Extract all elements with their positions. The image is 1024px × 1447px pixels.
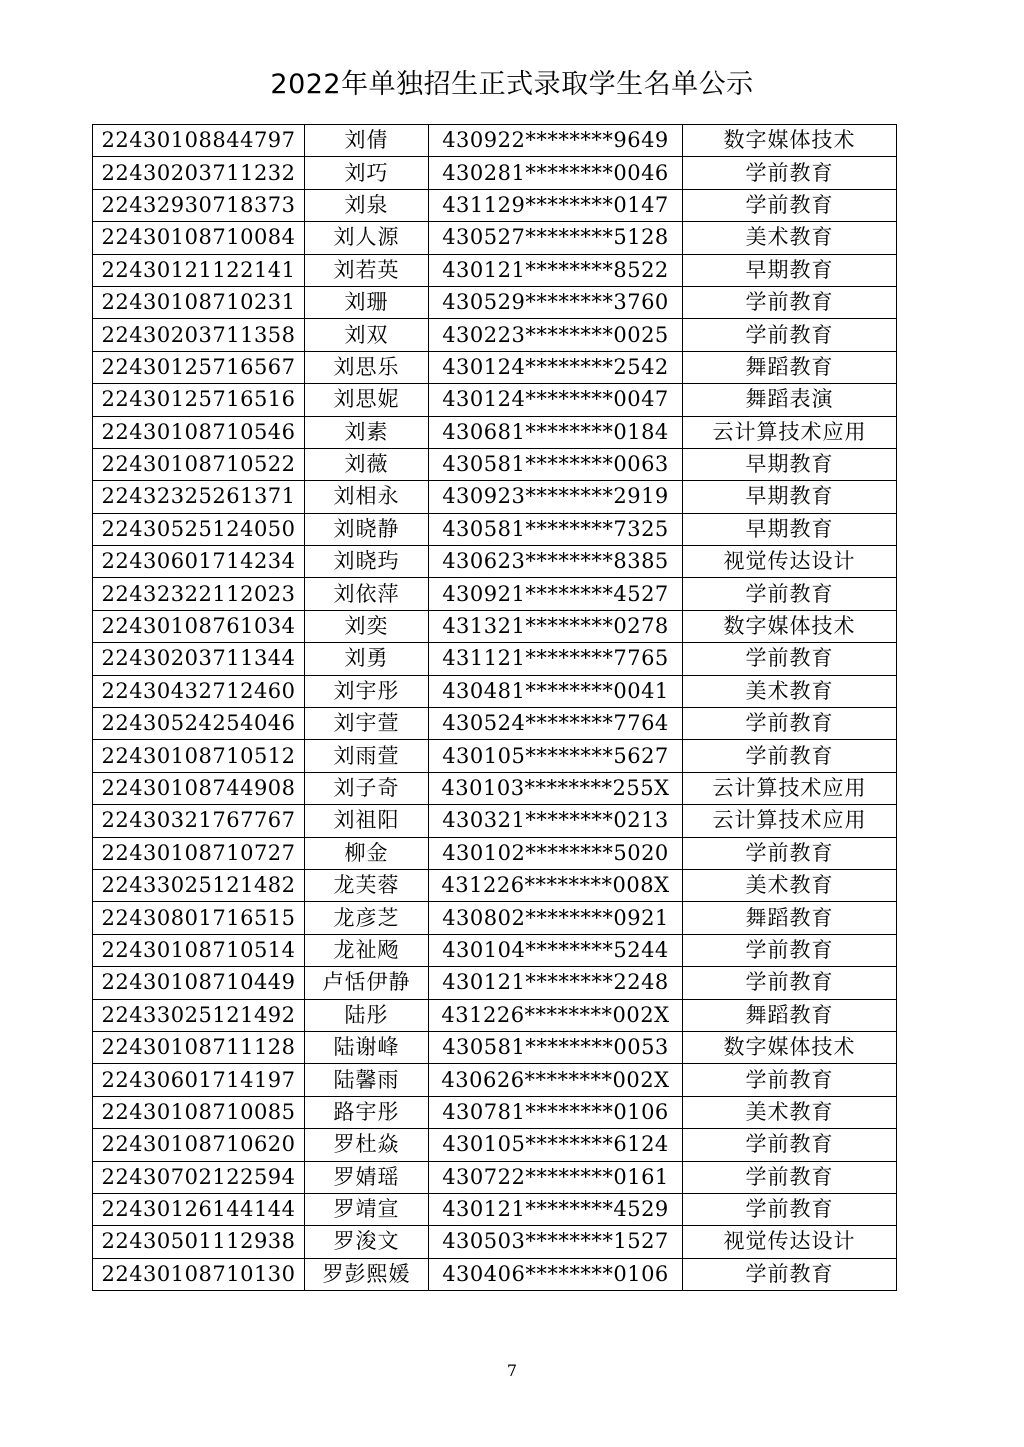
major-cell: 学前教育 bbox=[683, 740, 897, 772]
table-row bbox=[93, 1096, 897, 1128]
major-cell: 学前教育 bbox=[683, 934, 897, 966]
major-cell: 美术教育 bbox=[683, 222, 897, 254]
id-number-cell: 431226********008X bbox=[429, 869, 683, 901]
id-number-cell: 430321********0213 bbox=[429, 805, 683, 837]
id-number-cell: 430103********255X bbox=[429, 772, 683, 804]
student-name-cell: 龙彦芝 bbox=[305, 902, 429, 934]
exam-number-cell: 22430108844797 bbox=[93, 125, 305, 157]
student-name-cell: 罗彭熙媛 bbox=[305, 1258, 429, 1290]
exam-number-cell: 22430601714234 bbox=[93, 546, 305, 578]
student-name-cell: 罗浚文 bbox=[305, 1226, 429, 1258]
table-row bbox=[93, 546, 897, 578]
table-row bbox=[93, 125, 897, 157]
major-cell: 学前教育 bbox=[683, 837, 897, 869]
table-row bbox=[93, 513, 897, 545]
id-number-cell: 430626********002X bbox=[429, 1064, 683, 1096]
exam-number-cell: 22430501112938 bbox=[93, 1226, 305, 1258]
id-number-cell: 431121********7765 bbox=[429, 643, 683, 675]
table-row bbox=[93, 643, 897, 675]
student-name-cell: 刘若英 bbox=[305, 254, 429, 286]
table-row bbox=[93, 481, 897, 513]
major-cell: 视觉传达设计 bbox=[683, 1226, 897, 1258]
exam-number-cell: 22432325261371 bbox=[93, 481, 305, 513]
major-cell: 视觉传达设计 bbox=[683, 546, 897, 578]
student-name-cell: 刘泉 bbox=[305, 189, 429, 221]
major-cell: 数字媒体技术 bbox=[683, 125, 897, 157]
id-number-cell: 430581********0063 bbox=[429, 448, 683, 480]
exam-number-cell: 22432322112023 bbox=[93, 578, 305, 610]
table-row bbox=[93, 1226, 897, 1258]
student-name-cell: 刘宇萱 bbox=[305, 708, 429, 740]
student-name-cell: 龙芙蓉 bbox=[305, 869, 429, 901]
table-row bbox=[93, 384, 897, 416]
exam-number-cell: 22430702122594 bbox=[93, 1161, 305, 1193]
major-cell: 美术教育 bbox=[683, 869, 897, 901]
table-row bbox=[93, 448, 897, 480]
id-number-cell: 430503********1527 bbox=[429, 1226, 683, 1258]
table-row bbox=[93, 740, 897, 772]
student-name-cell: 刘思乐 bbox=[305, 351, 429, 383]
student-name-cell: 陆谢峰 bbox=[305, 1031, 429, 1063]
student-name-cell: 刘雨萱 bbox=[305, 740, 429, 772]
id-number-cell: 430121********8522 bbox=[429, 254, 683, 286]
id-number-cell: 430581********7325 bbox=[429, 513, 683, 545]
exam-number-cell: 22430108710727 bbox=[93, 837, 305, 869]
student-name-cell: 刘薇 bbox=[305, 448, 429, 480]
exam-number-cell: 22430108761034 bbox=[93, 610, 305, 642]
student-name-cell: 刘相永 bbox=[305, 481, 429, 513]
exam-number-cell: 22433025121492 bbox=[93, 999, 305, 1031]
exam-number-cell: 22430108710084 bbox=[93, 222, 305, 254]
table-row bbox=[93, 578, 897, 610]
exam-number-cell: 22430108710085 bbox=[93, 1096, 305, 1128]
id-number-cell: 431129********0147 bbox=[429, 189, 683, 221]
id-number-cell: 431321********0278 bbox=[429, 610, 683, 642]
id-number-cell: 430524********7764 bbox=[429, 708, 683, 740]
exam-number-cell: 22430203711344 bbox=[93, 643, 305, 675]
table-row bbox=[93, 254, 897, 286]
major-cell: 早期教育 bbox=[683, 448, 897, 480]
exam-number-cell: 22430203711358 bbox=[93, 319, 305, 351]
exam-number-cell: 22430126144144 bbox=[93, 1193, 305, 1225]
major-cell: 学前教育 bbox=[683, 189, 897, 221]
id-number-cell: 430281********0046 bbox=[429, 157, 683, 189]
id-number-cell: 430223********0025 bbox=[429, 319, 683, 351]
exam-number-cell: 22430601714197 bbox=[93, 1064, 305, 1096]
id-number-cell: 430922********9649 bbox=[429, 125, 683, 157]
id-number-cell: 430681********0184 bbox=[429, 416, 683, 448]
major-cell: 云计算技术应用 bbox=[683, 805, 897, 837]
major-cell: 学前教育 bbox=[683, 967, 897, 999]
id-number-cell: 430105********5627 bbox=[429, 740, 683, 772]
id-number-cell: 430802********0921 bbox=[429, 902, 683, 934]
major-cell: 学前教育 bbox=[683, 286, 897, 318]
major-cell: 学前教育 bbox=[683, 1258, 897, 1290]
id-number-cell: 430102********5020 bbox=[429, 837, 683, 869]
id-number-cell: 430722********0161 bbox=[429, 1161, 683, 1193]
major-cell: 早期教育 bbox=[683, 254, 897, 286]
major-cell: 美术教育 bbox=[683, 1096, 897, 1128]
table-row bbox=[93, 351, 897, 383]
admission-list-body bbox=[93, 125, 897, 1291]
student-name-cell: 罗杜焱 bbox=[305, 1129, 429, 1161]
student-name-cell: 路宇彤 bbox=[305, 1096, 429, 1128]
id-number-cell: 430921********4527 bbox=[429, 578, 683, 610]
exam-number-cell: 22432930718373 bbox=[93, 189, 305, 221]
table-row bbox=[93, 902, 897, 934]
major-cell: 学前教育 bbox=[683, 578, 897, 610]
student-name-cell: 刘宇彤 bbox=[305, 675, 429, 707]
exam-number-cell: 22433025121482 bbox=[93, 869, 305, 901]
table-row bbox=[93, 675, 897, 707]
major-cell: 数字媒体技术 bbox=[683, 1031, 897, 1063]
major-cell: 学前教育 bbox=[683, 1129, 897, 1161]
major-cell: 早期教育 bbox=[683, 513, 897, 545]
table-row bbox=[93, 1129, 897, 1161]
table-row bbox=[93, 286, 897, 318]
exam-number-cell: 22430108710522 bbox=[93, 448, 305, 480]
exam-number-cell: 22430108710546 bbox=[93, 416, 305, 448]
exam-number-cell: 22430203711232 bbox=[93, 157, 305, 189]
major-cell: 学前教育 bbox=[683, 708, 897, 740]
table-row bbox=[93, 967, 897, 999]
exam-number-cell: 22430108710620 bbox=[93, 1129, 305, 1161]
student-name-cell: 陆馨雨 bbox=[305, 1064, 429, 1096]
table-row bbox=[93, 999, 897, 1031]
major-cell: 学前教育 bbox=[683, 1193, 897, 1225]
table-row bbox=[93, 319, 897, 351]
exam-number-cell: 22430108710130 bbox=[93, 1258, 305, 1290]
table-row bbox=[93, 1161, 897, 1193]
exam-number-cell: 22430432712460 bbox=[93, 675, 305, 707]
table-row bbox=[93, 708, 897, 740]
id-number-cell: 430121********2248 bbox=[429, 967, 683, 999]
student-name-cell: 陆彤 bbox=[305, 999, 429, 1031]
major-cell: 学前教育 bbox=[683, 157, 897, 189]
major-cell: 云计算技术应用 bbox=[683, 416, 897, 448]
major-cell: 学前教育 bbox=[683, 1161, 897, 1193]
id-number-cell: 430124********0047 bbox=[429, 384, 683, 416]
student-name-cell: 刘双 bbox=[305, 319, 429, 351]
major-cell: 数字媒体技术 bbox=[683, 610, 897, 642]
id-number-cell: 430581********0053 bbox=[429, 1031, 683, 1063]
admission-list-table bbox=[92, 124, 897, 1291]
student-name-cell: 刘勇 bbox=[305, 643, 429, 675]
table-row bbox=[93, 1193, 897, 1225]
exam-number-cell: 22430125716516 bbox=[93, 384, 305, 416]
table-row bbox=[93, 189, 897, 221]
exam-number-cell: 22430321767767 bbox=[93, 805, 305, 837]
id-number-cell: 430623********8385 bbox=[429, 546, 683, 578]
table-row bbox=[93, 610, 897, 642]
id-number-cell: 430527********5128 bbox=[429, 222, 683, 254]
table-row bbox=[93, 837, 897, 869]
student-name-cell: 柳金 bbox=[305, 837, 429, 869]
student-name-cell: 罗婧瑶 bbox=[305, 1161, 429, 1193]
id-number-cell: 430406********0106 bbox=[429, 1258, 683, 1290]
student-name-cell: 刘子奇 bbox=[305, 772, 429, 804]
student-name-cell: 刘思妮 bbox=[305, 384, 429, 416]
table-row bbox=[93, 1064, 897, 1096]
id-number-cell: 430781********0106 bbox=[429, 1096, 683, 1128]
major-cell: 舞蹈教育 bbox=[683, 999, 897, 1031]
document-title: 2022年单独招生正式录取学生名单公示 bbox=[270, 69, 754, 100]
table-row bbox=[93, 157, 897, 189]
student-name-cell: 刘珊 bbox=[305, 286, 429, 318]
table-row bbox=[93, 772, 897, 804]
id-number-cell: 430105********6124 bbox=[429, 1129, 683, 1161]
major-cell: 云计算技术应用 bbox=[683, 772, 897, 804]
exam-number-cell: 22430125716567 bbox=[93, 351, 305, 383]
student-name-cell: 刘晓玙 bbox=[305, 546, 429, 578]
id-number-cell: 430529********3760 bbox=[429, 286, 683, 318]
exam-number-cell: 22430108710512 bbox=[93, 740, 305, 772]
id-number-cell: 430121********4529 bbox=[429, 1193, 683, 1225]
exam-number-cell: 22430525124050 bbox=[93, 513, 305, 545]
student-name-cell: 刘倩 bbox=[305, 125, 429, 157]
exam-number-cell: 22430108744908 bbox=[93, 772, 305, 804]
student-name-cell: 刘人源 bbox=[305, 222, 429, 254]
major-cell: 学前教育 bbox=[683, 643, 897, 675]
table-row bbox=[93, 869, 897, 901]
major-cell: 早期教育 bbox=[683, 481, 897, 513]
student-name-cell: 刘依萍 bbox=[305, 578, 429, 610]
student-name-cell: 刘晓静 bbox=[305, 513, 429, 545]
exam-number-cell: 22430108711128 bbox=[93, 1031, 305, 1063]
exam-number-cell: 22430121122141 bbox=[93, 254, 305, 286]
table-row bbox=[93, 805, 897, 837]
major-cell: 舞蹈教育 bbox=[683, 902, 897, 934]
id-number-cell: 430481********0041 bbox=[429, 675, 683, 707]
student-name-cell: 卢恬伊静 bbox=[305, 967, 429, 999]
major-cell: 舞蹈表演 bbox=[683, 384, 897, 416]
student-name-cell: 刘素 bbox=[305, 416, 429, 448]
major-cell: 学前教育 bbox=[683, 319, 897, 351]
exam-number-cell: 22430801716515 bbox=[93, 902, 305, 934]
major-cell: 学前教育 bbox=[683, 1064, 897, 1096]
table-row bbox=[93, 416, 897, 448]
table-row bbox=[93, 934, 897, 966]
id-number-cell: 430104********5244 bbox=[429, 934, 683, 966]
student-name-cell: 龙祉飏 bbox=[305, 934, 429, 966]
student-name-cell: 刘祖阳 bbox=[305, 805, 429, 837]
major-cell: 舞蹈教育 bbox=[683, 351, 897, 383]
page-number: 7 bbox=[506, 1361, 518, 1380]
table-row bbox=[93, 1258, 897, 1290]
table-row bbox=[93, 222, 897, 254]
student-name-cell: 罗靖宣 bbox=[305, 1193, 429, 1225]
student-name-cell: 刘巧 bbox=[305, 157, 429, 189]
id-number-cell: 430923********2919 bbox=[429, 481, 683, 513]
exam-number-cell: 22430524254046 bbox=[93, 708, 305, 740]
id-number-cell: 431226********002X bbox=[429, 999, 683, 1031]
id-number-cell: 430124********2542 bbox=[429, 351, 683, 383]
exam-number-cell: 22430108710231 bbox=[93, 286, 305, 318]
student-name-cell: 刘奕 bbox=[305, 610, 429, 642]
exam-number-cell: 22430108710449 bbox=[93, 967, 305, 999]
table-row bbox=[93, 1031, 897, 1063]
exam-number-cell: 22430108710514 bbox=[93, 934, 305, 966]
major-cell: 美术教育 bbox=[683, 675, 897, 707]
